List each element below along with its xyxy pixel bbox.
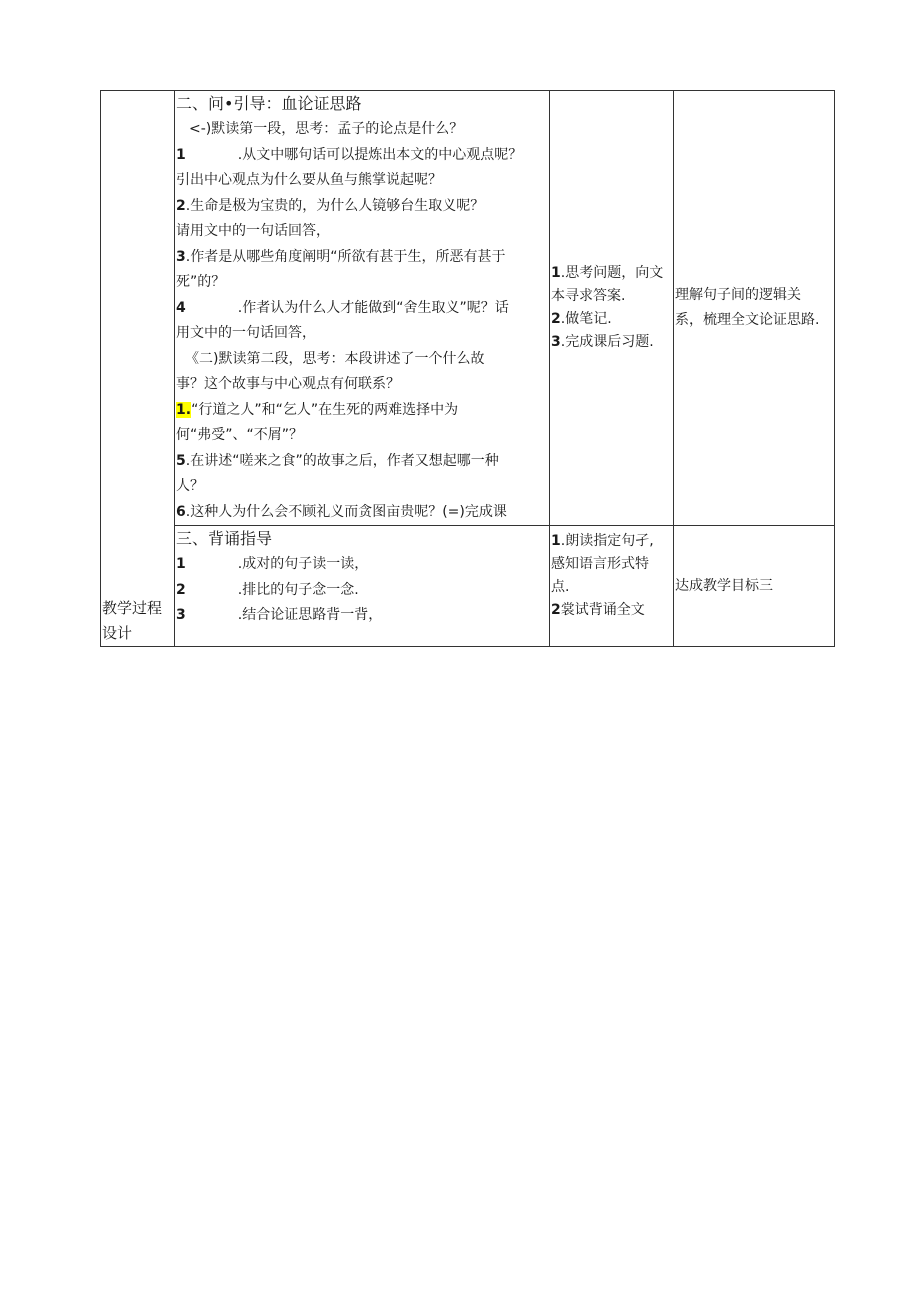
text-line: 死”的？ xyxy=(176,274,226,290)
student-activity-cell xyxy=(550,526,674,647)
text-line: 2.做笔记. xyxy=(551,311,612,327)
text-line: 3.完成课后习题. xyxy=(551,334,654,350)
text-line: 请用文中的一句话回答， xyxy=(176,223,330,239)
text-line: 感知语言形式特 xyxy=(551,556,649,572)
text-line: 达成教学目标三 xyxy=(675,577,773,594)
text-line: 《二)默读第二段，思考：本段讲述了一个什么故 xyxy=(185,350,485,367)
section-title: 三、背诵指导 xyxy=(176,529,273,548)
text-line: 2.生命是极为宝贵的，为什么人镜够台生取义呢？ xyxy=(176,197,485,214)
text-line: 3 .结合论证思路背一背， xyxy=(176,607,383,623)
text-line: 引出中心观点为什么要从鱼与熊掌说起呢？ xyxy=(176,172,442,188)
text-line: 1.“行道之人”和“乞人”在生死的两难选择中为 xyxy=(176,401,459,418)
text-line: 点. xyxy=(551,579,570,595)
text-line: <-)默读第一段，思考：孟子的论点是什么？ xyxy=(189,121,464,137)
text-line: 事？这个故事与中心观点有何联系？ xyxy=(176,376,400,392)
text-line: 1 .成对的句子读一读， xyxy=(176,556,369,572)
teacher-activity-cell xyxy=(175,91,550,526)
text-line: 1.思考问题，向文 xyxy=(551,265,664,281)
text-line: 4 .作者认为什么人才能做到“舍生取义”呢？话 xyxy=(176,299,509,316)
lesson-plan-table xyxy=(100,90,835,647)
design-purpose-cell xyxy=(674,526,835,647)
table-row-section2 xyxy=(101,91,835,526)
text-line: 用文中的一句话回答， xyxy=(176,325,316,341)
text-line: 1.朗读指定句孑, xyxy=(551,533,654,549)
text-line: 2裳试背诵全文 xyxy=(551,602,645,618)
text-line: 3.作者是从哪些角度阐明“所欲有甚于生，所恶有甚于 xyxy=(176,248,506,265)
text-line: 1 .从文中哪句话可以提炼出本文的中心观点呢？ xyxy=(176,146,523,163)
table-row-section3 xyxy=(101,526,835,647)
student-activity-cell xyxy=(550,91,674,526)
row-label-cell xyxy=(101,91,175,647)
text-line: 人？ xyxy=(176,478,204,494)
text-line: 系，梳理全文论证思路. xyxy=(675,312,820,328)
highlight-marker: 1. xyxy=(176,401,192,418)
section-title: 二、问•引导：血论证思路 xyxy=(176,94,362,113)
text-line: 本寻求答案. xyxy=(551,288,626,304)
text-line: 2 .排比的句子念一念. xyxy=(176,581,359,598)
row-label-line-2: 设计 xyxy=(102,624,133,642)
text-line: 何“弗受”、“不屑”？ xyxy=(176,427,304,443)
teacher-activity-cell xyxy=(175,526,550,647)
text-line: 理解句子间的逻辑关 xyxy=(675,287,801,303)
design-purpose-cell xyxy=(674,91,835,526)
text-line: 6.这种人为什么会不顾礼义而贪图亩贵呢？(=)完成课 xyxy=(176,503,507,520)
text-line: 5.在讲述“嗟来之食”的故事之后，作者又想起哪一种 xyxy=(176,452,499,469)
row-label-line-1: 教学过程 xyxy=(102,599,163,617)
